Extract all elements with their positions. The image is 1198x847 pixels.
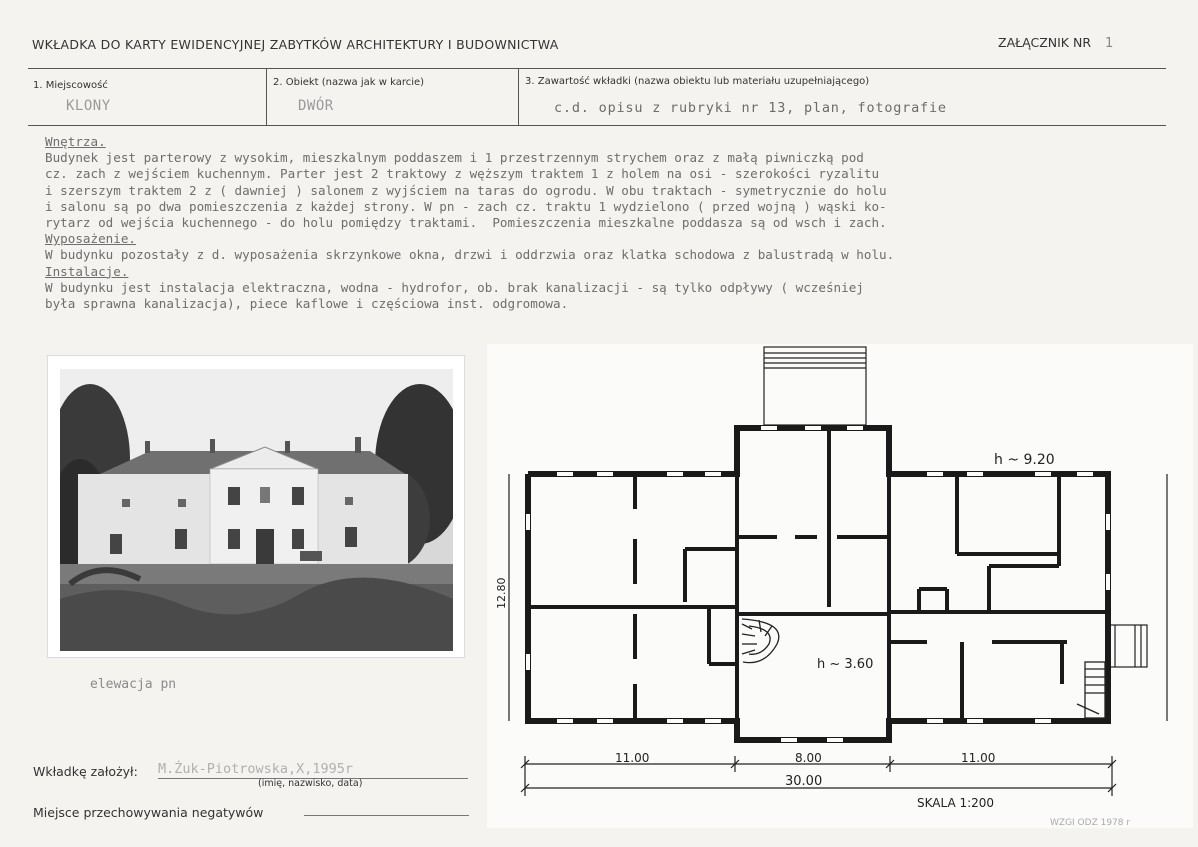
manor-photo — [60, 369, 453, 651]
plan-side-steps — [1109, 625, 1147, 667]
locality-value: KLONY — [66, 98, 111, 114]
author-value: M.Żuk-Piotrowska,X,1995r — [158, 761, 354, 777]
table-bottom-rule — [28, 125, 1166, 126]
author-label: Wkładkę założył: — [33, 764, 138, 779]
floor-plan — [487, 344, 1193, 828]
annex-label-text: ZAŁĄCZNIK NR — [998, 35, 1092, 50]
plan-dim-right: 11.00 — [961, 751, 996, 765]
plan-walls — [528, 428, 1108, 740]
plan-corner-staircase — [1077, 662, 1105, 718]
plan-staircase — [742, 619, 779, 663]
interior-line: Budynek jest parterowy z wysokim, mieszkalnym poddaszem i 1 przestrzennym strychem oraz z małą piwniczką pod — [45, 150, 864, 166]
interior-line: cz. zach z wejściem kuchennym. Parter jest 2 traktowy z węższym traktem 1 z holem na osi - szerokości ryzalitu — [45, 166, 880, 182]
plan-dimension-lines — [509, 474, 1167, 796]
plan-dim-middle: 8.00 — [795, 751, 822, 765]
plan-height-total: h ~ 9.20 — [994, 452, 1055, 468]
interior-line: i szerszym traktem 2 z ( dawniej ) salonem z wyjściem na taras do ogrodu. W obu traktach - symetrycznie do holu — [45, 182, 887, 198]
heading-interior: Wnętrza. — [45, 134, 106, 149]
plan-height-ground: h ~ 3.60 — [817, 657, 874, 672]
table-divider-2 — [518, 68, 519, 126]
interior-line: rytarz od wejścia kuchennego - do holu pomiędzy traktami. Pomieszczenia mieszkalne poddasza są od wsch i zach. — [45, 215, 887, 231]
interior-line: i salonu są po dwa pomieszczenia z każdej strony. W pn - zach cz. traktu 1 wydzielono ( przed wojną ) wąski ko- — [45, 198, 887, 214]
installations-line: była sprawna kanalizacja), piece kaflowe i częściowa inst. odgromowa. — [45, 296, 569, 312]
plan-scale: SKALA 1:200 — [917, 796, 995, 810]
photo-frame — [47, 355, 465, 658]
equipment-line: W budynku pozostały z d. wyposażenia skrzynkowe okna, drzwi i oddrzwia oraz klatka schodowa z balustradą w holu. — [45, 247, 895, 263]
installations-line: W budynku jest instalacja elektraczna, wodna - hydrofor, ob. brak kanalizacji - są tylko odpływy ( wcześniej — [45, 279, 864, 295]
locality-label: 1. Miejscowość — [33, 80, 108, 91]
plan-terrace — [764, 347, 866, 425]
plan-depth: 12.80 — [495, 577, 508, 609]
plan-dim-left: 11.00 — [615, 751, 650, 765]
plan-dim-total: 30.00 — [785, 774, 823, 789]
table-top-rule — [28, 68, 1166, 69]
heading-equipment: Wyposażenie. — [45, 231, 136, 247]
annex-label — [998, 35, 1113, 51]
description-text — [45, 134, 1185, 312]
negatives-label: Miejsce przechowywania negatywów — [33, 805, 264, 820]
negatives-rule — [304, 815, 469, 816]
form-title: WKŁADKA DO KARTY EWIDENCYJNEJ ZABYTKÓW ARCHITEKTURY I BUDOWNICTWA — [32, 37, 559, 52]
table-divider-1 — [266, 68, 267, 126]
photo-caption: elewacja pn — [90, 677, 177, 692]
form-code: WZGI ODZ 1978 r — [1050, 818, 1131, 828]
contents-label: 3. Zawartość wkładki (nazwa obiektu lub materiału uzupełniającego) — [525, 76, 870, 87]
object-value: DWÓR — [298, 98, 334, 114]
author-hint: (imię, nazwisko, data) — [258, 778, 363, 789]
annex-number: 1 — [1105, 36, 1114, 51]
object-label: 2. Obiekt (nazwa jak w karcie) — [273, 77, 425, 88]
contents-value: c.d. opisu z rubryki nr 13, plan, fotografie — [554, 100, 947, 116]
heading-installations: Instalacje. — [45, 263, 129, 279]
